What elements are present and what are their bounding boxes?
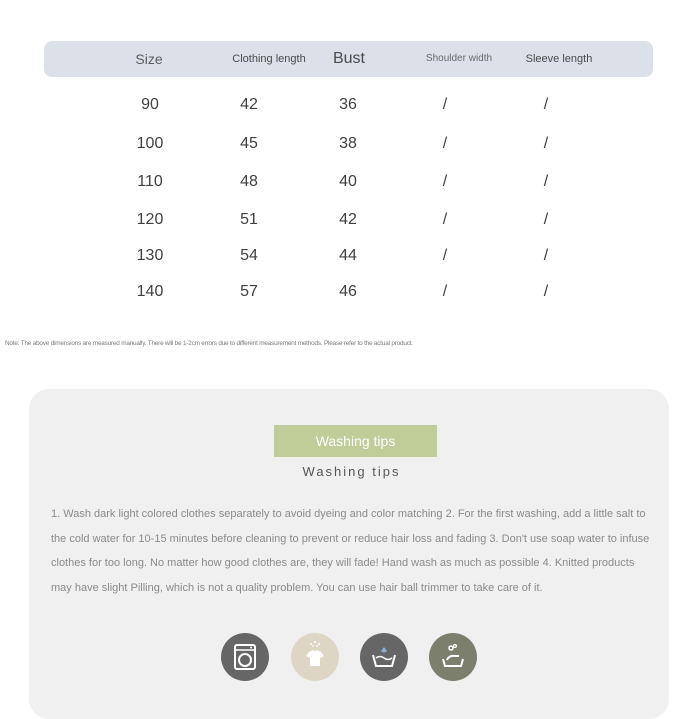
cell-sleeve-length: / — [543, 247, 549, 264]
shirt-icon — [291, 633, 339, 681]
header-shoulder-width: Shoulder width — [425, 53, 493, 64]
cell-clothing-length: 54 — [240, 247, 258, 264]
table-row — [44, 205, 653, 235]
cell-clothing-length: 57 — [240, 283, 258, 300]
cell-shoulder-width: / — [442, 96, 448, 113]
cell-bust: 42 — [339, 211, 357, 228]
washing-tips-subtitle: Washing tips — [302, 464, 401, 479]
cell-bust: 40 — [339, 173, 357, 190]
header-size: Size — [135, 51, 163, 67]
cell-sleeve-length: / — [543, 283, 549, 300]
table-row — [44, 277, 653, 307]
table-row — [44, 129, 653, 159]
washing-tips-text: 1. Wash dark light colored clothes separately to avoid dyeing and color matching 2. For the first washing, add a little salt to the cold water for 10-15 minutes before cleaning to prevent or reduce hair loss and fading 3. Don't use soap water to infuse clothes for too long. No matter how good clothes are, they will fade! Hand wash as much as possible 4. Knitted products may have slight Pilling, which is not a quality problem. You can use hair ball trimmer to take care of it. — [51, 508, 650, 594]
table-row — [44, 90, 653, 120]
cell-sleeve-length: / — [543, 173, 549, 190]
washing-tips-badge: Washing tips — [274, 425, 437, 457]
cell-bust: 38 — [339, 135, 357, 152]
measurement-note: Note: The above dimensions are measured manually. There will be 1-2cm errors due to different measurement methods. Please refer to the actual product. — [5, 340, 413, 347]
cell-size: 120 — [136, 211, 164, 228]
cell-bust: 36 — [339, 96, 357, 113]
cell-shoulder-width: / — [442, 135, 448, 152]
wash-basin-icon — [360, 633, 408, 681]
size-table-header — [44, 41, 653, 77]
cell-size: 140 — [136, 283, 164, 300]
header-bust: Bust — [332, 50, 365, 67]
cell-shoulder-width: / — [442, 173, 448, 190]
cell-bust: 44 — [339, 247, 357, 264]
cell-shoulder-width: / — [442, 247, 448, 264]
table-row — [44, 241, 653, 271]
cell-size: 110 — [137, 173, 163, 190]
cell-clothing-length: 42 — [240, 96, 258, 113]
cell-clothing-length: 51 — [240, 211, 258, 228]
table-row — [44, 167, 653, 197]
header-sleeve-length: Sleeve length — [525, 53, 593, 65]
cell-sleeve-length: / — [543, 135, 549, 152]
cell-shoulder-width: / — [442, 211, 448, 228]
cell-sleeve-length: / — [543, 96, 549, 113]
cell-sleeve-length: / — [543, 211, 549, 228]
cell-bust: 46 — [339, 283, 357, 300]
washing-tips-panel — [29, 389, 669, 719]
washing-machine-icon — [221, 633, 269, 681]
hand-wash-icon — [429, 633, 477, 681]
cell-clothing-length: 45 — [240, 135, 258, 152]
header-clothing-length: Clothing length — [232, 53, 306, 65]
cell-size: 90 — [141, 96, 159, 113]
cell-clothing-length: 48 — [240, 173, 258, 190]
cell-size: 130 — [136, 247, 164, 264]
cell-size: 100 — [136, 135, 164, 152]
cell-shoulder-width: / — [442, 283, 448, 300]
